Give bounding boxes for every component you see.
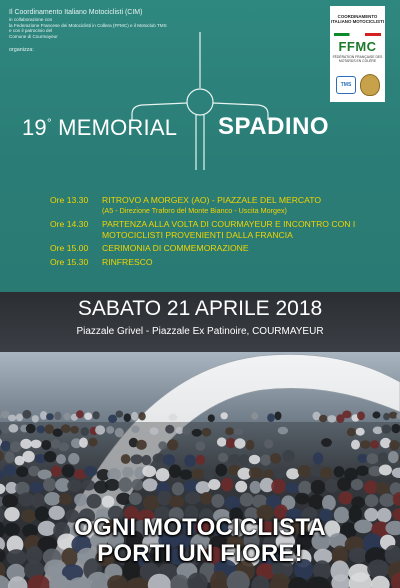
helmet-shape	[179, 470, 192, 480]
schedule-desc-text: PARTENZA ALLA VOLTA DI COURMAYEUR E INCONTRO CON I MOTOCICLISTI PROVENIENTI DALLA FRANCIA	[102, 219, 356, 240]
helmet-shape	[63, 413, 70, 421]
helmet-shape	[379, 493, 395, 506]
memorial-number: 19	[22, 115, 47, 140]
helmet-shape	[1, 441, 11, 451]
helmet-shape	[169, 464, 181, 478]
schedule-desc	[102, 195, 382, 216]
helmet-shape	[76, 410, 84, 418]
helmet-shape	[124, 413, 131, 422]
helmet-shape	[218, 453, 228, 463]
helmet-shape	[8, 415, 16, 422]
helmet-shape	[365, 494, 379, 507]
helmet-shape	[54, 412, 61, 421]
helmet-shape	[26, 424, 36, 434]
helmet-shape	[215, 464, 227, 477]
helmet-shape	[61, 424, 71, 433]
helmet-shape	[51, 465, 62, 477]
intro-line-5: Comune di Courmayeur	[9, 33, 58, 39]
helmet-shape	[44, 492, 60, 506]
helmet-shape	[225, 496, 241, 510]
helmet-shape	[221, 478, 233, 492]
schedule-desc-text: CERIMONIA DI COMMEMORAZIONE	[102, 243, 249, 253]
top-section	[0, 0, 400, 292]
helmet-shape	[184, 455, 196, 467]
helmet-shape	[246, 440, 255, 451]
helmet-shape	[67, 479, 82, 492]
helmet-shape	[156, 468, 170, 481]
helmet-shape	[356, 466, 369, 476]
helmet-shape	[150, 427, 159, 434]
helmet-shape	[10, 441, 21, 452]
helmet-shape	[251, 412, 258, 420]
helmet-shape	[388, 451, 399, 463]
helmet-shape	[286, 468, 299, 479]
helmet-shape	[389, 412, 398, 419]
helmet-shape	[87, 494, 102, 509]
memorial-word: MEMORIAL	[51, 115, 178, 140]
helmet-shape	[169, 414, 178, 421]
helmet-shape	[370, 440, 379, 449]
slogan	[0, 515, 400, 567]
helmet-shape	[360, 440, 371, 449]
side-credit	[392, 240, 398, 280]
helmet-shape	[165, 425, 174, 434]
helmet-shape	[31, 440, 42, 449]
helmet-shape	[167, 439, 178, 450]
organizza-label: organizza:	[9, 47, 34, 54]
helmet-shape	[383, 413, 390, 420]
helmet-shape	[200, 492, 213, 505]
helmet-shape	[373, 411, 381, 418]
intro-line-3: la Federazione Francese dei Motociclisti in Collera (FFMC) e il Motoclub TMS	[9, 22, 167, 28]
helmet-shape	[16, 414, 23, 422]
helmet-shape	[376, 482, 390, 495]
schedule-row	[50, 219, 390, 240]
helmet-shape	[196, 481, 211, 494]
schedule-row	[50, 257, 390, 268]
helmet-shape	[129, 492, 142, 505]
helmet-shape	[102, 496, 115, 508]
helmet-shape	[356, 428, 365, 436]
helmet-shape	[92, 411, 99, 419]
helmet-shape	[196, 455, 206, 465]
event-schedule	[50, 195, 390, 270]
helmet-shape	[319, 415, 327, 423]
helmet-shape	[226, 438, 236, 448]
helmet-shape	[74, 493, 87, 506]
helmet-shape	[211, 494, 224, 508]
helmet-shape	[347, 428, 356, 437]
helmet-shape	[334, 466, 345, 477]
helmet-shape	[351, 479, 363, 490]
helmet-shape	[270, 453, 281, 464]
helmet-shape	[263, 469, 274, 479]
event-date: SABATO 21 APRILE 2018	[77, 297, 323, 320]
helmet-shape	[208, 479, 220, 490]
helmet-shape	[208, 414, 215, 422]
helmet-shape	[56, 454, 66, 464]
helmet-shape	[234, 438, 245, 448]
helmet-shape	[271, 479, 286, 494]
helmet-shape	[275, 412, 282, 421]
helmet-shape	[260, 455, 271, 466]
helmet-shape	[321, 438, 332, 447]
helmet-shape	[278, 427, 288, 435]
helmet-shape	[282, 450, 294, 462]
helmet-shape	[16, 466, 28, 477]
helmet-shape	[163, 454, 175, 466]
helmet-shape	[225, 427, 234, 435]
helmet-shape	[46, 413, 54, 420]
helmet-shape	[131, 426, 139, 433]
helmet-shape	[192, 429, 202, 437]
helmet-shape	[311, 480, 326, 495]
helmet-shape	[20, 439, 31, 449]
helmet-shape	[44, 451, 56, 462]
schedule-time: Ore 15.30	[50, 256, 89, 267]
helmet-shape	[9, 424, 19, 433]
helmet-shape	[325, 479, 339, 493]
helmet-shape	[339, 492, 353, 505]
intro-line-4: e con il patrocinio del	[9, 28, 53, 34]
schedule-row	[50, 195, 390, 216]
helmet-shape	[62, 464, 75, 477]
helmet-shape	[32, 415, 39, 422]
helmet-shape	[342, 411, 351, 419]
helmet-shape	[337, 477, 352, 491]
helmet-shape	[234, 428, 244, 435]
ffmc-subtitle: FÉDÉRATION FRANÇAISE DES MOTARDS EN COLÈRE	[332, 55, 383, 63]
helmet-shape	[43, 478, 56, 492]
helmet-shape	[116, 411, 124, 418]
helmet-shape	[131, 412, 138, 421]
helmet-shape	[389, 440, 399, 450]
memorial-title	[22, 115, 177, 141]
helmet-shape	[249, 455, 260, 464]
helmet-shape	[40, 411, 47, 420]
tms-logo-text: TMS	[340, 82, 352, 88]
schedule-desc-text: RITROVO A MORGEX (AO) - PIAZZALE DEL MERCATO	[102, 195, 322, 205]
helmet-shape	[172, 482, 184, 495]
helmet-shape	[81, 427, 89, 436]
helmet-shape	[136, 440, 147, 450]
intro-line-2: in collaborazione con	[9, 17, 53, 22]
event-place: Piazzale Grivel - Piazzale Ex Patinoire, COURMAYEUR	[76, 326, 324, 337]
schedule-note: (A5 - Direzione Traforo del Monte Bianco - Uscita Morgex)	[102, 205, 287, 215]
spadino-title: SPADINO	[218, 113, 330, 140]
helmet-shape	[221, 412, 228, 419]
helmet-shape	[70, 426, 79, 434]
helmet-shape	[105, 479, 120, 491]
schedule-time: Ore 15.00	[50, 243, 89, 253]
schedule-time: Ore 14.30	[50, 219, 89, 229]
helmet-shape	[143, 478, 158, 491]
helmet-shape	[158, 441, 167, 450]
helmet-shape	[285, 482, 300, 493]
helmet-shape	[59, 493, 72, 505]
helmet-shape	[357, 454, 368, 463]
helmet-shape	[122, 467, 133, 478]
helmet-shape	[2, 494, 18, 508]
helmet-shape	[357, 411, 365, 420]
helmet-shape	[30, 482, 44, 493]
helmet-shape	[121, 454, 131, 464]
helmet-shape	[250, 481, 261, 494]
helmet-shape	[228, 454, 240, 465]
helmet-shape	[45, 424, 54, 434]
helmet-shape	[239, 455, 250, 466]
helmet-shape	[142, 466, 156, 478]
helmet-shape	[240, 493, 254, 507]
helmet-shape	[298, 465, 312, 478]
helmet-shape	[322, 495, 336, 511]
intro-line-1: Il Coordinamento Italiano Motociclisti (CIM)	[9, 9, 143, 16]
helmet-shape	[37, 425, 46, 433]
helmet-shape	[84, 466, 97, 476]
helmet-shape	[22, 410, 31, 419]
helmet-shape	[169, 496, 184, 508]
helmet-shape	[378, 452, 388, 463]
helmet-shape	[364, 480, 378, 494]
helmet-shape	[106, 426, 114, 434]
helmet-shape	[379, 465, 392, 476]
helmet-shape	[196, 441, 206, 450]
helmet-shape	[274, 469, 285, 479]
helmet-shape	[131, 454, 144, 464]
helmet-shape	[131, 479, 143, 491]
helmet-shape	[381, 425, 391, 434]
helmet-shape	[351, 440, 360, 450]
helmet-shape	[373, 427, 383, 435]
helmet-shape	[367, 453, 379, 464]
helmet-shape	[391, 424, 400, 433]
helmet-shape	[185, 492, 201, 504]
schedule-row	[50, 243, 390, 254]
helmet-shape	[88, 438, 97, 447]
ffmc-logo: FFMC	[338, 39, 377, 54]
helmet-shape	[82, 480, 95, 491]
helmet-shape	[5, 451, 15, 463]
helmet-shape	[249, 467, 263, 479]
helmet-shape	[217, 437, 227, 446]
symbol-circle	[187, 89, 213, 115]
helmet-shape	[108, 415, 117, 423]
helmet-shape	[267, 413, 275, 422]
helmet-shape	[139, 412, 146, 420]
helmet-shape	[313, 452, 324, 464]
helmet-shape	[264, 439, 273, 448]
helmet-shape	[22, 451, 34, 463]
schedule-time: Ore 13.30	[50, 195, 89, 205]
helmet-shape	[84, 413, 92, 420]
helmet-shape	[3, 464, 17, 476]
helmet-shape	[235, 481, 247, 493]
helmet-shape	[182, 427, 190, 435]
helmet-shape	[41, 440, 51, 450]
helmet-shape	[320, 467, 333, 479]
helmet-shape	[115, 428, 124, 438]
helmet-shape	[203, 469, 214, 480]
helmet-shape	[142, 455, 152, 465]
cim-logo-text: COORDINAMENTO ITALIANO MOTOCICLISTI	[330, 14, 384, 24]
helmet-shape	[327, 415, 336, 422]
helmet-shape	[59, 442, 70, 451]
schedule-desc-text: RINFRESCO	[102, 256, 153, 267]
helmet-shape	[192, 469, 205, 480]
slogan-line-1: OGNI MOTOCICLISTA	[74, 514, 326, 541]
helmet-shape	[79, 438, 88, 448]
memorial-degree: °	[46, 115, 52, 130]
helmet-shape	[202, 428, 212, 437]
helmet-shape	[119, 477, 133, 492]
helmet-shape	[295, 493, 309, 505]
helmet-shape	[95, 425, 105, 434]
helmet-shape	[68, 453, 79, 465]
slogan-line-2: PORTI UN FIORE!	[97, 540, 303, 567]
